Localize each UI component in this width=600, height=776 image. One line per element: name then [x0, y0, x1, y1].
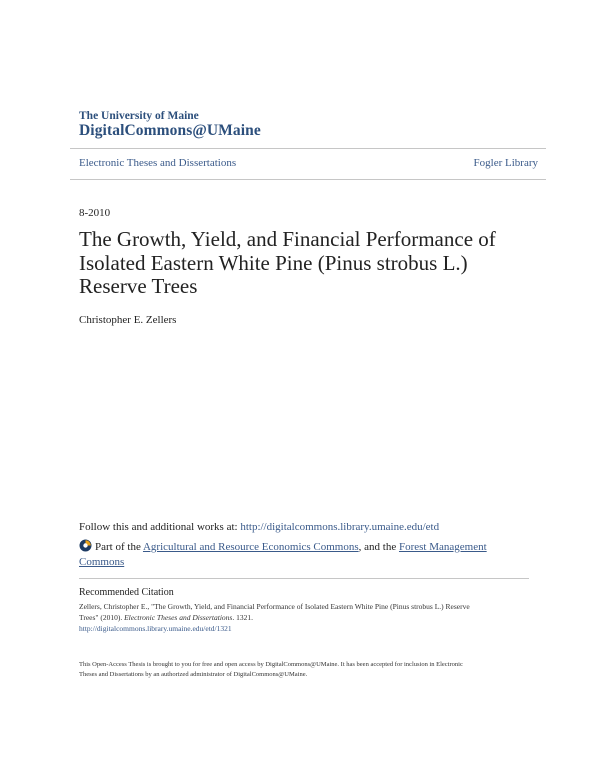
title-line: Reserve Trees [79, 274, 198, 298]
citation-line-2-b: . 1321. [232, 613, 253, 622]
citation-line-1: Zellers, Christopher E., "The Growth, Yield, and Financial Performance of Isolated Eastern White Pine (Pinus strobus L.) Reserve [79, 602, 470, 611]
title-line: The Growth, Yield, and Financial Performance of [79, 227, 496, 251]
part-of-prefix: Part of the [95, 541, 143, 553]
library-link[interactable]: Fogler Library [473, 157, 538, 169]
repository-name[interactable]: DigitalCommons@UMaine [79, 122, 261, 139]
collection-link[interactable]: Electronic Theses and Dissertations [79, 157, 237, 169]
title-line: Isolated Eastern White Pine (Pinus strobus L.) [79, 250, 468, 275]
author-name: Christopher E. Zellers [79, 314, 177, 326]
citation-divider [79, 578, 529, 579]
document-title [79, 228, 539, 299]
access-statement-line-1: This Open-Access Thesis is brought to you for free and open access by DigitalCommons@UMaine. It has been accepted for inclusion in Electronic [79, 661, 463, 668]
header-divider-top [70, 148, 546, 149]
publication-date: 8-2010 [79, 207, 111, 219]
citation-url-link[interactable]: http://digitalcommons.library.umaine.edu/etd/1321 [79, 624, 232, 633]
follow-text: Follow this and additional works at: [79, 521, 241, 533]
access-statement-line-2: Theses and Dissertations by an authorized administrator of DigitalCommons@UMaine. [79, 671, 308, 678]
citation-text [79, 601, 519, 634]
part-of-line [79, 539, 519, 570]
forest-management-commons-link[interactable]: Forest Management [398, 541, 487, 553]
institution-name: The University of Maine [79, 110, 199, 122]
citation-line-2 [79, 612, 519, 623]
access-statement [79, 660, 519, 680]
header-divider-bottom [70, 179, 546, 180]
citation-journal: Electronic Theses and Dissertations [124, 613, 233, 622]
citation-line-2-a: Trees" (2010). [79, 613, 125, 622]
follow-url-link[interactable]: http://digitalcommons.library.umaine.edu/etd [240, 521, 440, 533]
part-of-middle: , and the [358, 541, 399, 553]
network-logo-icon [79, 539, 92, 552]
forest-management-commons-link-cont[interactable]: Commons [79, 556, 125, 568]
follow-line [79, 521, 439, 533]
recommended-citation-heading: Recommended Citation [79, 587, 174, 598]
agricultural-economics-commons-link[interactable]: Agricultural and Resource Economics Commons [142, 541, 359, 553]
